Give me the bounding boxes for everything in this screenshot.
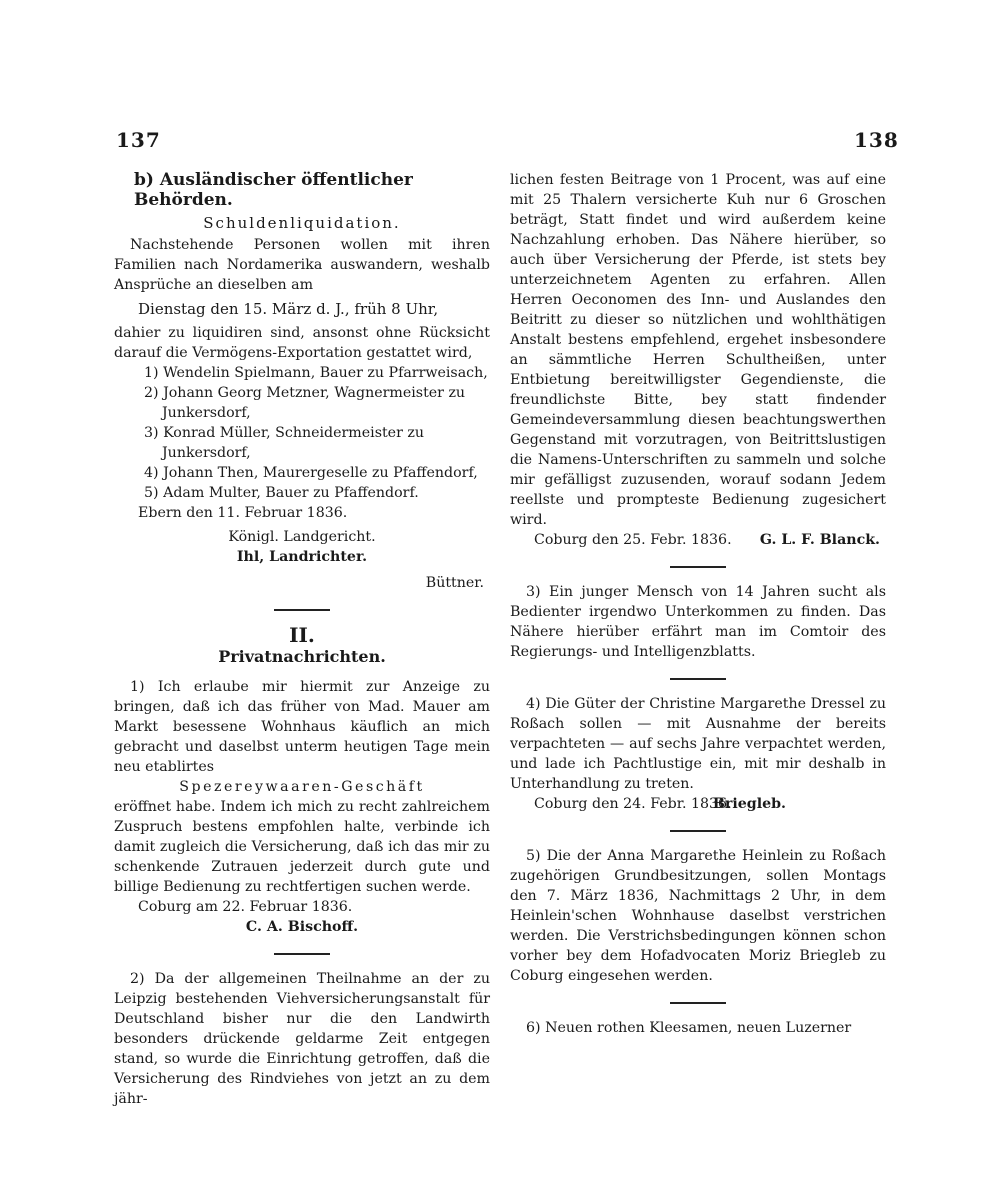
debt-notice-date: Dienstag den 15. März d. J., früh 8 Uhr, xyxy=(138,300,439,318)
emigrant-list xyxy=(114,363,490,503)
ad-6-text: 6) Neuen rothen Kleesamen, neuen Luzerner xyxy=(526,1020,852,1036)
ad-divider xyxy=(670,566,726,568)
ad-2-place-date: Coburg den 25. Febr. 1836. xyxy=(534,532,732,548)
section-b-heading: b) Ausländischer öffentlicher Behörden. xyxy=(134,170,413,210)
debt-notice-intro: Nachstehende Personen wollen mit ihren Familien nach Nordamerika auswandern, weshalb Ansprüche an dieselben am xyxy=(114,237,490,293)
ad-1-signature: C. A. Bischoff. xyxy=(245,919,359,935)
section-title: Privatnachrichten. xyxy=(218,647,386,666)
right-column xyxy=(510,170,886,1038)
clerk-signature: Büttner. xyxy=(425,575,484,591)
list-item: 5) Adam Multer, Bauer zu Pfaffendorf. xyxy=(144,485,419,501)
list-item: 4) Johann Then, Maurergeselle zu Pfaffendorf, xyxy=(144,465,478,481)
ad-1-place-date: Coburg am 22. Februar 1836. xyxy=(138,899,353,915)
ad-1-text: 1) Ich erlaube mir hiermit zur Anzeige zu bringen, daß ich das früher von Mad. Mauer am Markt besessene Wohnhaus käuflich an mich gebracht und daselbst unterm heutigen Tage mein neu etablirtes xyxy=(114,679,490,775)
section-b-subheading: Schuldenliquidation. xyxy=(203,214,401,232)
ad-divider xyxy=(670,1002,726,1004)
ad-4-place-date: Coburg den 24. Febr. 1836. xyxy=(534,796,732,812)
ad-1-text-continued: eröffnet habe. Indem ich mich zu recht zahlreichem Zuspruch bestens empfohlen halte, verbinde ich damit zugleich die Versicherung, daß ich das mir zu schenkende Zutrauen jederzeit durch gute und billige Bedienung zu rechtfertigen suchen werde. xyxy=(114,799,490,895)
ad-2-text: 2) Da der allgemeinen Theilnahme an der zu Leipzig bestehenden Viehversicherungsanstalt für Deutschland bisher nur die den Landwirth besonders drückende geldarme Zeit entgegen stand, so wurde die Einrichtung getroffen, daß die Versicherung des Rindviehes von jetzt an zu dem jähr- xyxy=(114,971,490,1107)
list-item: 3) Konrad Müller, Schneidermeister zu Junkersdorf, xyxy=(144,425,424,461)
page-number-right: 138 xyxy=(854,128,899,152)
ad-2-text-continued: lichen festen Beitrage von 1 Procent, was auf eine mit 25 Thalern versicherte Kuh nur 6 Groschen beträgt, Statt findet und wird außerdem keine Nachzahlung erhoben. Das Nähere hierüber, so auch über Versicherung der Pferde, ist stets bey unterzeichnetem Agenten zu erfahren. Allen Herren Oeconomen des Inn- und Auslandes den Beitritt zu dieser so nützlichen und wohlthätigen Anstalt bestens empfehlend, ergehet insbesondere an sämmtliche Herren Schultheißen, unter Entbietung bereitwilligster Gegendienste, die freundlichste Bitte, bey statt findender Gemeindeversammlung diesen beachtungswerthen Gegenstand mit vorzutragen, von Beitrittslustigen die Namens-Unterschriften zu sammeln und solche mir gefälligst zuzusenden, worauf sodann Jedem reellste und prompteste Bedienung zugesichert wird. xyxy=(510,172,886,528)
section-divider xyxy=(274,609,330,611)
left-column xyxy=(114,170,490,1109)
ad-3-text: 3) Ein junger Mensch von 14 Jahren sucht als Bedienter irgendwo Unterkommen zu finden. Das Nähere hierüber erfährt man im Comtoir des Regierungs- und Intelligenzblatts. xyxy=(510,584,886,660)
ad-1-highlight: Spezereywaaren-Geschäft xyxy=(179,779,425,795)
debt-notice-place-date: Ebern den 11. Februar 1836. xyxy=(138,505,348,521)
debt-notice-body: dahier zu liquidiren sind, ansonst ohne Rücksicht darauf die Vermögens-Exportation gestattet wird, xyxy=(114,325,490,361)
list-item: 1) Wendelin Spielmann, Bauer zu Pfarrweisach, xyxy=(144,365,488,381)
ad-4-signature: Briegleb. xyxy=(712,796,786,812)
section-numeral: II. xyxy=(289,623,315,647)
ad-5-text: 5) Die der Anna Margarethe Heinlein zu Roßach zugehörigen Grundbesitzungen, sollen Montags den 7. März 1836, Nachmittags 2 Uhr, in dem Heinlein'schen Wohnhause daselbst verstrichen werden. Die Verstrichsbedingungen können schon vorher bey dem Hofadvocaten Moriz Briegleb zu Coburg eingesehen werden. xyxy=(510,848,886,984)
page-number-left: 137 xyxy=(116,128,161,152)
ad-divider xyxy=(670,678,726,680)
list-item: 2) Johann Georg Metzner, Wagnermeister zu Junkersdorf, xyxy=(144,385,466,421)
ad-2-signature: G. L. F. Blanck. xyxy=(759,532,880,548)
ad-divider xyxy=(274,953,330,955)
judge-signature: Ihl, Landrichter. xyxy=(236,549,368,565)
ad-divider xyxy=(670,830,726,832)
court-authority: Königl. Landgericht. xyxy=(228,529,376,545)
ad-4-text: 4) Die Güter der Christine Margarethe Dressel zu Roßach sollen — mit Ausnahme der bereits verpachteten — auf sechs Jahre verpachtet werden, und lade ich Pachtlustige ein, mit mir deshalb in Unterhandlung zu treten. xyxy=(510,696,886,792)
